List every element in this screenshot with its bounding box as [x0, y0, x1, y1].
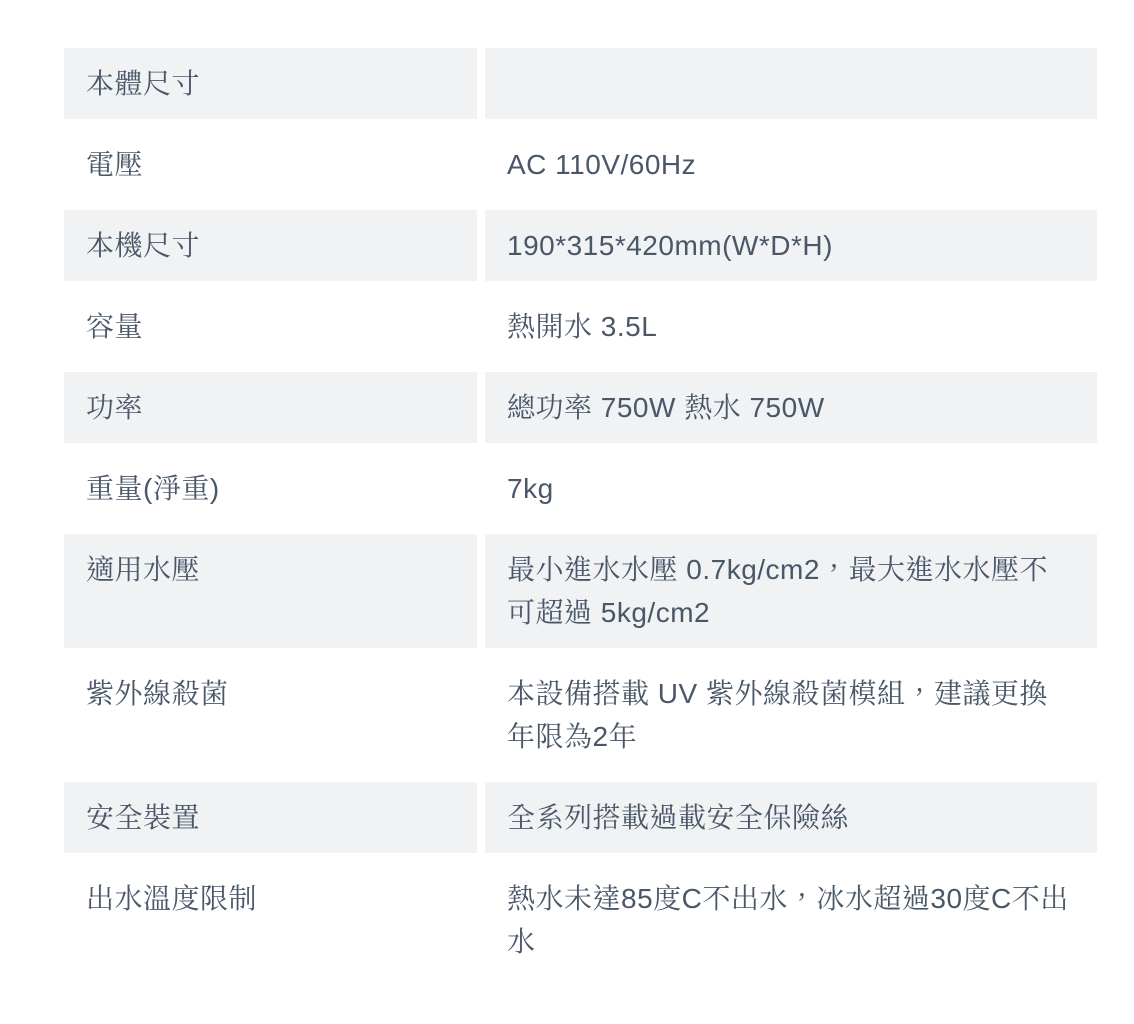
spec-row-water-pressure [64, 529, 1097, 653]
spec-row-power [64, 367, 1097, 448]
spec-label: 出水溫度限制 [86, 883, 258, 914]
spec-label: 紫外線殺菌 [86, 678, 229, 709]
spec-row-outlet-temp-limit [64, 858, 1097, 982]
spec-row-safety-device [64, 777, 1097, 858]
spec-label: 本體尺寸 [64, 43, 477, 124]
spec-label: 電壓 [86, 149, 144, 180]
spec-label: 功率 [64, 367, 477, 448]
spec-row-machine-dimensions [64, 205, 1097, 286]
spec-row-uv-sterilization [64, 653, 1097, 777]
spec-value: AC 110V/60Hz [507, 149, 697, 180]
spec-value: 熱開水 3.5L [507, 311, 658, 342]
spec-value [485, 43, 1097, 124]
spec-label: 本機尺寸 [64, 205, 477, 286]
spec-table [64, 43, 1097, 982]
spec-row-body-dimensions [64, 43, 1097, 124]
spec-row-voltage [64, 124, 1097, 205]
spec-label: 容量 [86, 311, 144, 342]
spec-row-capacity [64, 286, 1097, 367]
spec-value: 總功率 750W 熱水 750W [485, 367, 1097, 448]
spec-value: 本設備搭載 UV 紫外線殺菌模組，建議更換年限為2年 [507, 678, 1048, 752]
spec-value: 熱水未達85度C不出水，冰水超過30度C不出水 [507, 883, 1069, 957]
spec-label: 重量(淨重) [86, 473, 220, 504]
spec-value: 全系列搭載過載安全保險絲 [485, 777, 1097, 858]
spec-label: 安全裝置 [64, 777, 477, 858]
spec-value: 最小進水水壓 0.7kg/cm2，最大進水水壓不可超過 5kg/cm2 [485, 529, 1097, 653]
spec-label: 適用水壓 [64, 529, 477, 653]
spec-row-weight [64, 448, 1097, 529]
spec-value: 7kg [507, 473, 554, 504]
spec-value: 190*315*420mm(W*D*H) [485, 205, 1097, 286]
